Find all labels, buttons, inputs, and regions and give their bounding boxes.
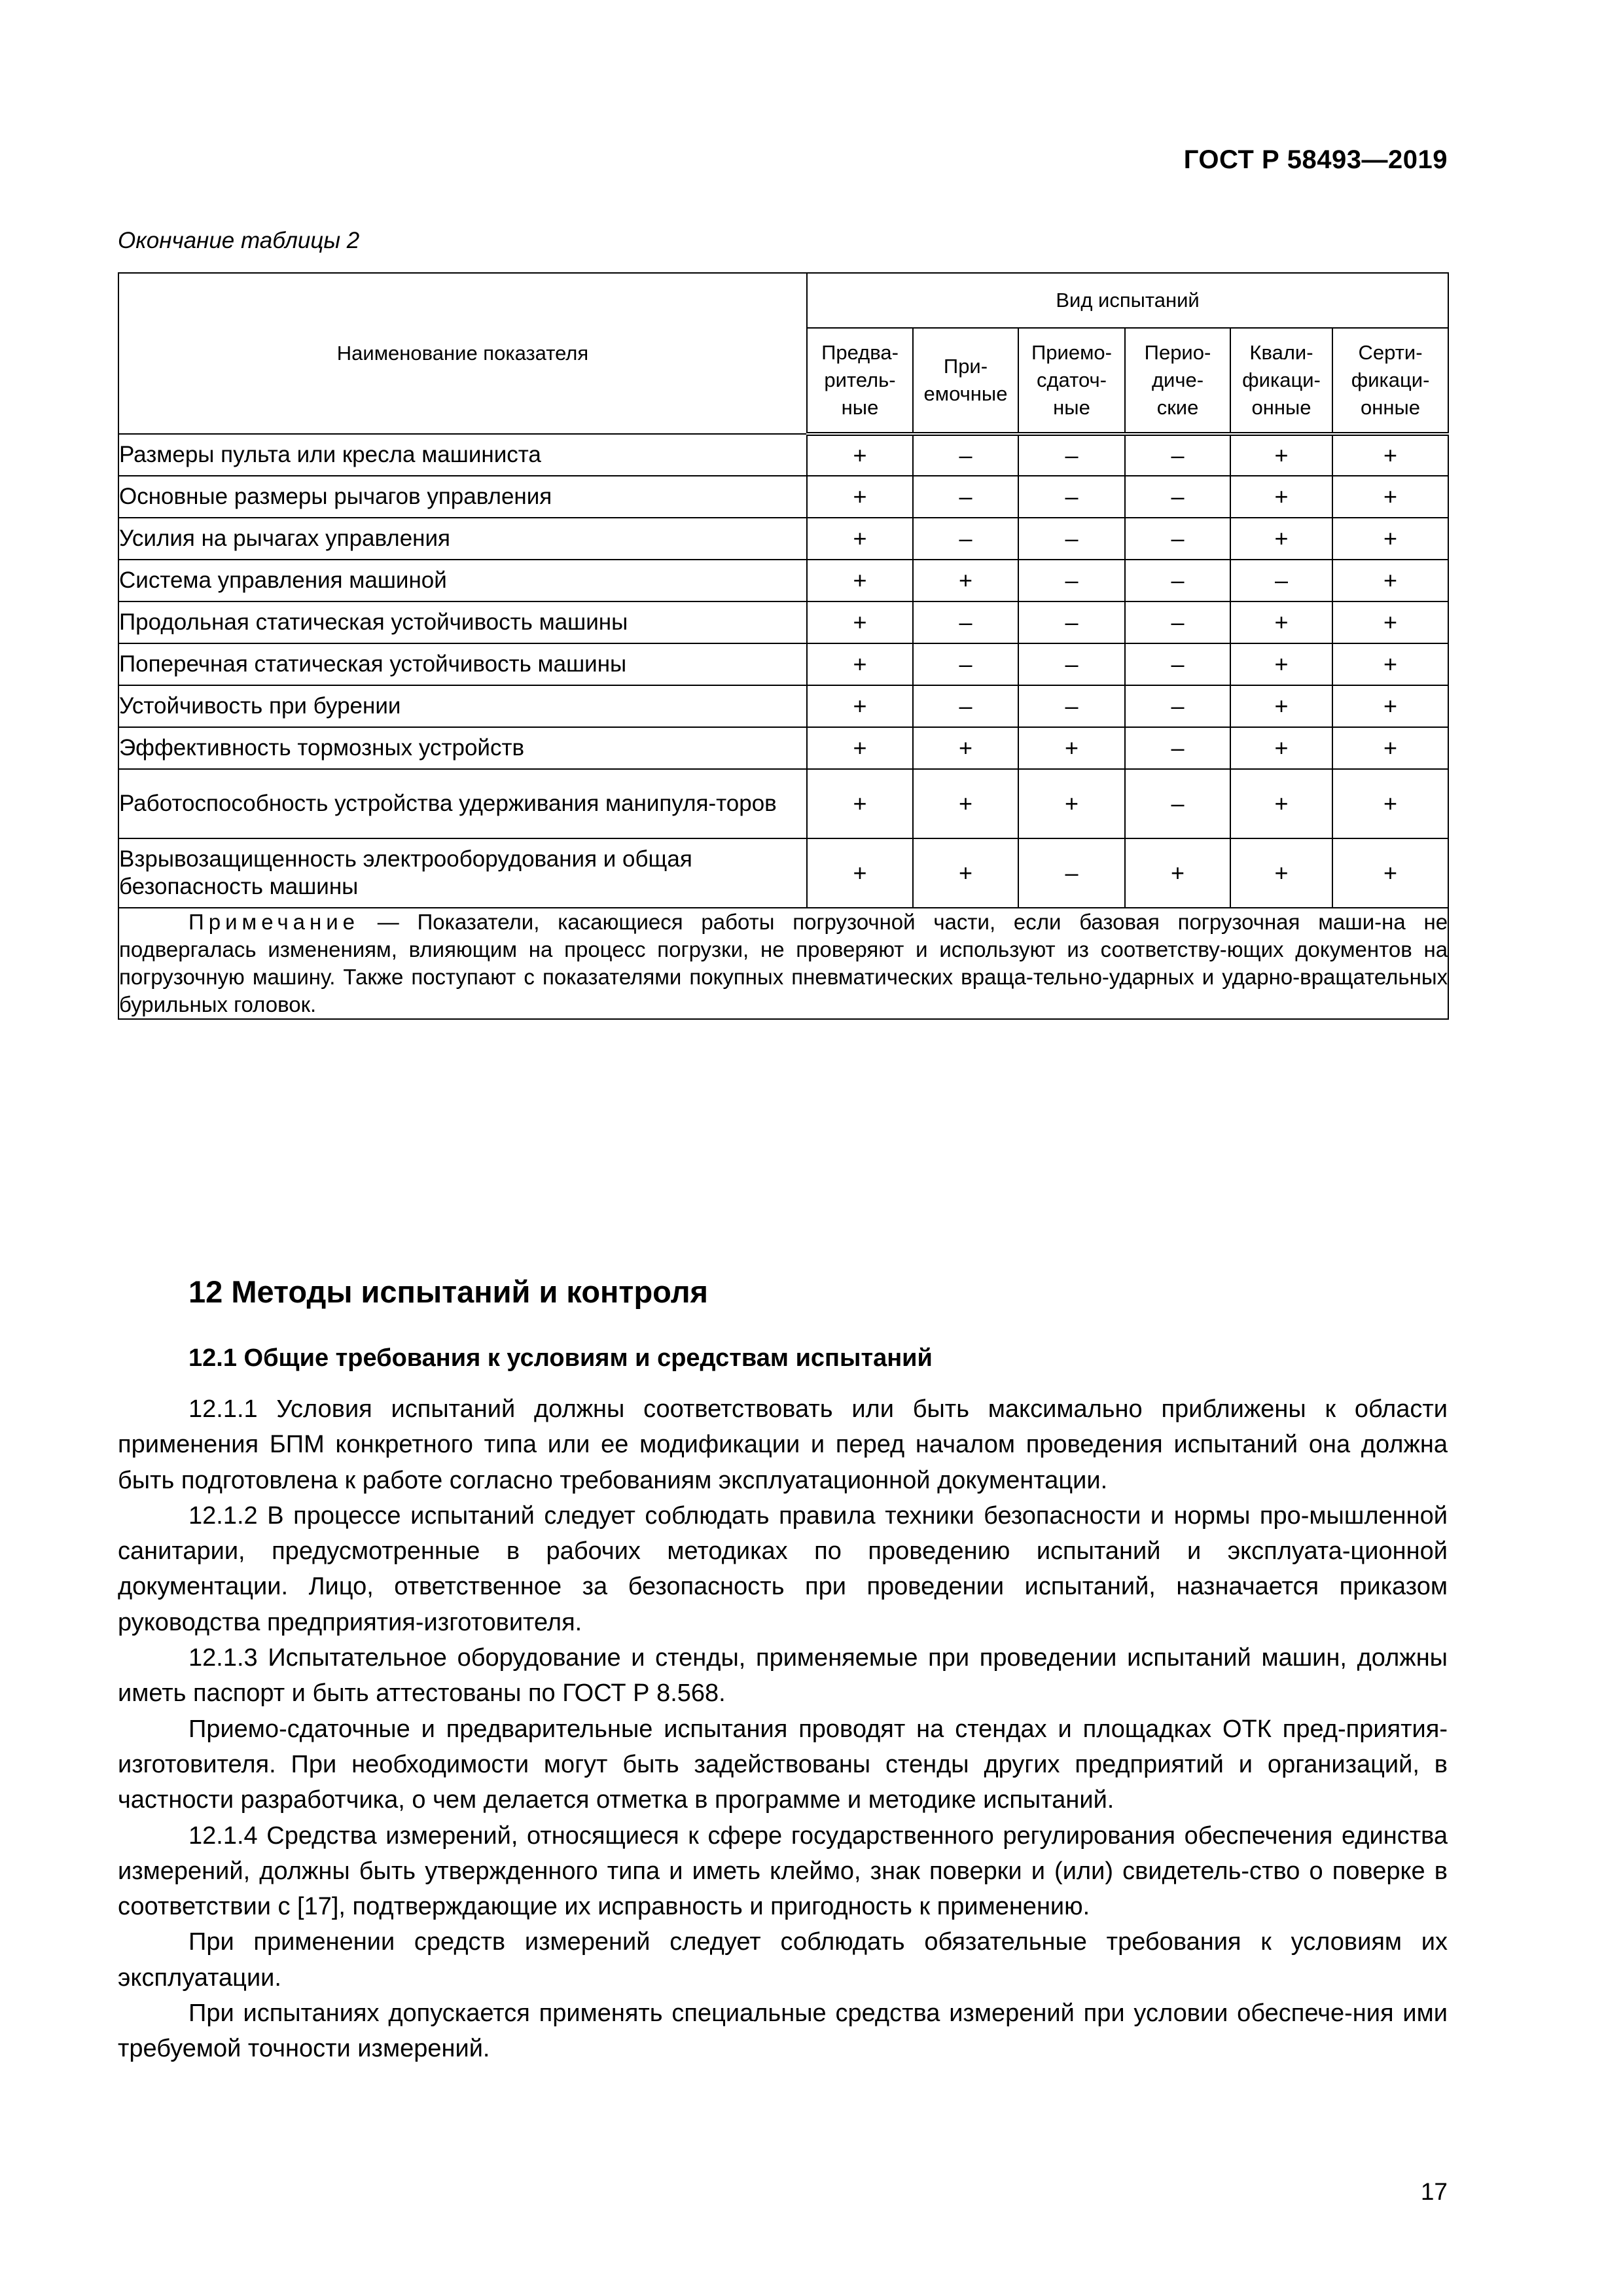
column-header-periodic: Перио- диче- ские	[1125, 328, 1230, 434]
mark-acceptance: –	[913, 476, 1018, 518]
table-caption: Окончание таблицы 2	[118, 228, 360, 253]
column-header-acceptance: При- емочные	[913, 328, 1018, 434]
mark-handover: –	[1018, 685, 1125, 727]
mark-qualification: +	[1230, 643, 1332, 685]
mark-handover: +	[1018, 769, 1125, 838]
mark-qualification: +	[1230, 601, 1332, 643]
mark-acceptance: +	[913, 560, 1018, 601]
paragraph: 12.1.2 В процессе испытаний следует соблюдать правила техники безопасности и нормы про-мышленной санитарии, предусмотренные в рабочих методиках по проведению испытаний и эксплуата-ционной документации. Лицо, ответственное за безопасность при проведении испытаний, назначается приказом руководства предприятия-изготовителя.	[118, 1501, 1448, 1636]
mark-preliminary: +	[807, 838, 913, 908]
mark-certification: +	[1332, 434, 1448, 476]
mark-qualification: +	[1230, 838, 1332, 908]
mark-acceptance: –	[913, 434, 1018, 476]
mark-preliminary: +	[807, 727, 913, 769]
mark-certification: +	[1332, 476, 1448, 518]
indicator-name: Эффективность тормозных устройств	[118, 727, 807, 769]
table-row	[118, 685, 1448, 727]
mark-handover: –	[1018, 643, 1125, 685]
paragraph: 12.1.1 Условия испытаний должны соответствовать или быть максимально приближены к области применения БПМ конкретного типа или ее модификации и перед началом проведения испытаний она должна быть подготовлена к работе согласно требованиям эксплуатационной документации.	[118, 1395, 1448, 1494]
mark-certification: +	[1332, 685, 1448, 727]
test-types-table	[118, 272, 1449, 1020]
mark-handover: –	[1018, 560, 1125, 601]
column-header-qualification: Квали- фикаци- онные	[1230, 328, 1332, 434]
table-row	[118, 643, 1448, 685]
document-code: ГОСТ Р 58493—2019	[1183, 145, 1448, 174]
mark-certification: +	[1332, 643, 1448, 685]
mark-acceptance: –	[913, 685, 1018, 727]
indicator-name: Устойчивость при бурении	[118, 685, 807, 727]
mark-certification: +	[1332, 560, 1448, 601]
mark-preliminary: +	[807, 560, 913, 601]
mark-certification: +	[1332, 727, 1448, 769]
indicator-name: Основные размеры рычагов управления	[118, 476, 807, 518]
mark-acceptance: –	[913, 643, 1018, 685]
indicator-name: Поперечная статическая устойчивость машины	[118, 643, 807, 685]
mark-preliminary: +	[807, 643, 913, 685]
column-header-preliminary: Предва- ритель- ные	[807, 328, 913, 434]
mark-preliminary: +	[807, 518, 913, 560]
mark-periodic: –	[1125, 518, 1230, 560]
mark-periodic: –	[1125, 643, 1230, 685]
table-body	[118, 434, 1448, 1019]
mark-qualification: +	[1230, 518, 1332, 560]
indicator-name: Продольная статическая устойчивость машины	[118, 601, 807, 643]
paragraph: 12.1.3 Испытательное оборудование и стенды, применяемые при проведении испытаний машин, должны иметь паспорт и быть аттестованы по ГОСТ Р 8.568.	[118, 1644, 1448, 1708]
table-row	[118, 838, 1448, 908]
mark-periodic: –	[1125, 769, 1230, 838]
paragraph: Приемо-сдаточные и предварительные испытания проводят на стендах и площадках ОТК пред-приятия-изготовителя. При необходимости могут быть задействованы стенды других предприятий и организаций, в частности разработчика, о чем делается отметка в программе и методике испытаний.	[118, 1715, 1448, 1814]
mark-preliminary: +	[807, 476, 913, 518]
mark-handover: –	[1018, 476, 1125, 518]
mark-handover: –	[1018, 601, 1125, 643]
mark-acceptance: +	[913, 727, 1018, 769]
mark-periodic: –	[1125, 560, 1230, 601]
mark-handover: –	[1018, 838, 1125, 908]
table-row	[118, 518, 1448, 560]
mark-acceptance: –	[913, 518, 1018, 560]
indicator-name: Взрывозащищенность электрооборудования и общая безопасность машины	[118, 838, 807, 908]
note-text: — Показатели, касающиеся работы погрузочной части, если базовая погрузочная маши-на не подвергалась изменениям, влияющим на процесс погрузки, не проверяют и используют из соответству-ющих документов на погрузочную машину. Также поступают с показателями покупных пневматических враща-тельно-ударных и ударно-вращательных бурильных головок.	[119, 910, 1448, 1016]
mark-periodic: –	[1125, 476, 1230, 518]
paragraph: При применении средств измерений следует соблюдать обязательные требования к условиям их эксплуатации.	[118, 1928, 1448, 1992]
mark-periodic: +	[1125, 838, 1230, 908]
mark-certification: +	[1332, 601, 1448, 643]
mark-certification: +	[1332, 518, 1448, 560]
paragraph: При испытаниях допускается применять специальные средства измерений при условии обеспече-ния ими требуемой точности измерений.	[118, 2000, 1448, 2063]
paragraph: 12.1.4 Средства измерений, относящиеся к сфере государственного регулирования обеспечения единства измерений, должны быть утвержденного типа и иметь клеймо, знак поверки и (или) свидетель-ство о поверке в соответствии с [17], подтверждающие их исправность и пригодность к применению.	[118, 1821, 1448, 1921]
mark-preliminary: +	[807, 769, 913, 838]
mark-periodic: –	[1125, 727, 1230, 769]
table-row	[118, 727, 1448, 769]
column-header-handover: Приемо- сдаточ- ные	[1018, 328, 1125, 434]
mark-acceptance: –	[913, 601, 1018, 643]
subsection-heading: 12.1 Общие требования к условиям и средствам испытаний	[188, 1344, 933, 1372]
table-note-row	[118, 908, 1448, 1019]
mark-handover: +	[1018, 727, 1125, 769]
mark-periodic: –	[1125, 601, 1230, 643]
mark-periodic: –	[1125, 434, 1230, 476]
mark-periodic: –	[1125, 685, 1230, 727]
mark-certification: +	[1332, 838, 1448, 908]
table-row	[118, 769, 1448, 838]
column-header-certification: Серти- фикаци- онные	[1332, 328, 1448, 434]
mark-handover: –	[1018, 434, 1125, 476]
indicator-name: Усилия на рычагах управления	[118, 518, 807, 560]
mark-qualification: +	[1230, 727, 1332, 769]
table-row	[118, 476, 1448, 518]
column-header-test-kind: Вид испытаний	[807, 273, 1448, 328]
indicator-name: Система управления машиной	[118, 560, 807, 601]
mark-handover: –	[1018, 518, 1125, 560]
mark-preliminary: +	[807, 601, 913, 643]
mark-certification: +	[1332, 769, 1448, 838]
note-label: Примечание	[188, 910, 360, 934]
mark-qualification: –	[1230, 560, 1332, 601]
mark-qualification: +	[1230, 476, 1332, 518]
mark-qualification: +	[1230, 434, 1332, 476]
mark-preliminary: +	[807, 434, 913, 476]
section-heading: 12 Методы испытаний и контроля	[188, 1274, 708, 1309]
table-row	[118, 601, 1448, 643]
mark-preliminary: +	[807, 685, 913, 727]
table-row	[118, 560, 1448, 601]
mark-acceptance: +	[913, 838, 1018, 908]
table-row	[118, 434, 1448, 476]
table-note	[118, 908, 1448, 1019]
mark-qualification: +	[1230, 769, 1332, 838]
page-number: 17	[1420, 2178, 1448, 2205]
mark-acceptance: +	[913, 769, 1018, 838]
indicator-name: Работоспособность устройства удерживания манипуля-торов	[118, 769, 807, 838]
column-header-indicator-name: Наименование показателя	[118, 273, 807, 434]
mark-qualification: +	[1230, 685, 1332, 727]
section-body	[118, 1391, 1448, 2067]
indicator-name: Размеры пульта или кресла машиниста	[118, 434, 807, 476]
